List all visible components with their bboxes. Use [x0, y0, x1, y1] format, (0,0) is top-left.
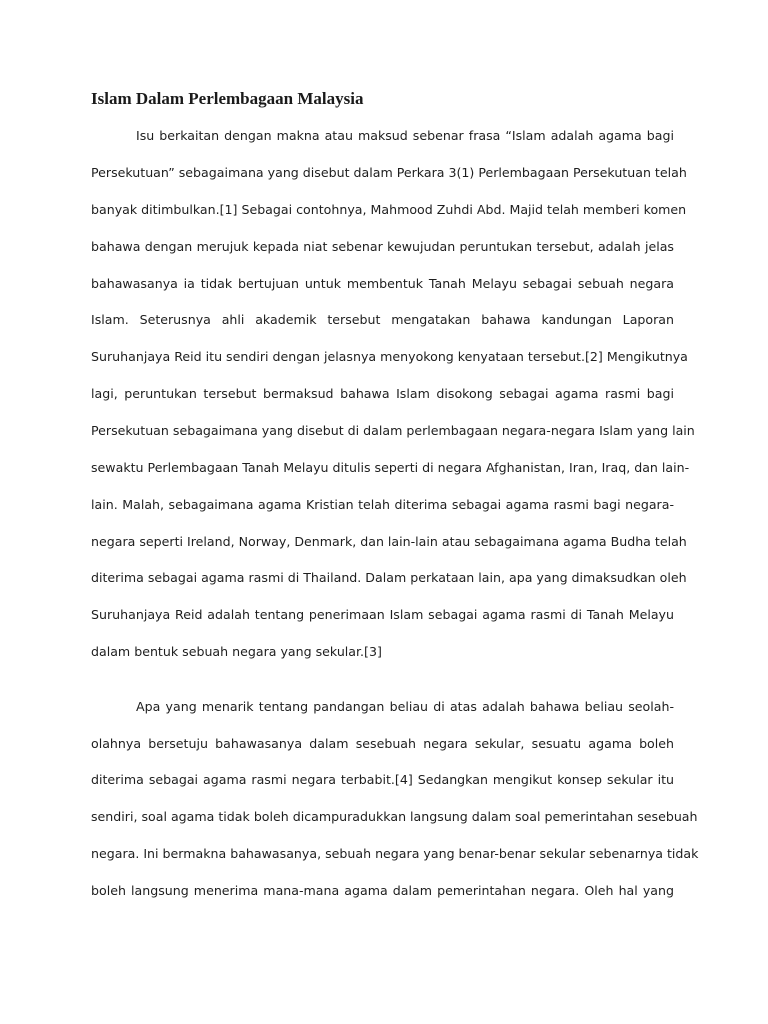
document-title: Islam Dalam Perlembagaan Malaysia: [91, 89, 364, 108]
paragraph-line: lagi, peruntukan tersebut bermaksud bahawa Islam disokong sebagai agama rasmi bagi: [91, 386, 674, 401]
paragraph-line: Suruhanjaya Reid itu sendiri dengan jelasnya menyokong kenyataan tersebut.[2] Mengikutnya: [91, 349, 688, 364]
paragraph-line: Persekutuan sebagaimana yang disebut di dalam perlembagaan negara-negara Islam yang lain: [91, 423, 695, 438]
paragraph-line: negara. Ini bermakna bahawasanya, sebuah negara yang benar-benar sekular sebenarnya tidak: [91, 846, 699, 861]
paragraph-line: lain. Malah, sebagaimana agama Kristian telah diterima sebagai agama rasmi bagi negara-: [91, 497, 674, 512]
paragraph-line: banyak ditimbulkan.[1] Sebagai contohnya, Mahmood Zuhdi Abd. Majid telah memberi komen: [91, 202, 687, 217]
paragraph-line: Persekutuan” sebagaimana yang disebut dalam Perkara 3(1) Perlembagaan Persekutuan telah: [91, 165, 687, 180]
paragraph-line: Isu berkaitan dengan makna atau maksud sebenar frasa “Islam adalah agama bagi: [136, 128, 674, 143]
paragraph-line: dalam bentuk sebuah negara yang sekular.[3]: [91, 644, 382, 659]
paragraph-line: boleh langsung menerima mana-mana agama dalam pemerintahan negara. Oleh hal yang: [91, 883, 674, 898]
paragraph-line: sendiri, soal agama tidak boleh dicampuradukkan langsung dalam soal pemerintahan sesebuah: [91, 809, 698, 824]
paragraph-line: sewaktu Perlembagaan Tanah Melayu ditulis seperti di negara Afghanistan, Iran, Iraq, dan lain-: [91, 460, 690, 475]
paragraph-line: Suruhanjaya Reid adalah tentang penerimaan Islam sebagai agama rasmi di Tanah Melayu: [91, 607, 674, 622]
paragraph-line: bahawasanya ia tidak bertujuan untuk membentuk Tanah Melayu sebagai sebuah negara: [91, 276, 674, 291]
paragraph-line: diterima sebagai agama rasmi negara terbabit.[4] Sedangkan mengikut konsep sekular itu: [91, 772, 674, 787]
paragraph-line: negara seperti Ireland, Norway, Denmark, dan lain-lain atau sebagaimana agama Budha telah: [91, 534, 687, 549]
paragraph-line: bahawa dengan merujuk kepada niat sebenar kewujudan peruntukan tersebut, adalah jelas: [91, 239, 674, 254]
paragraph-line: Apa yang menarik tentang pandangan beliau di atas adalah bahawa beliau seolah-: [136, 699, 674, 714]
paragraph-line: Islam. Seterusnya ahli akademik tersebut mengatakan bahawa kandungan Laporan: [91, 312, 674, 327]
paragraph-line: olahnya bersetuju bahawasanya dalam sesebuah negara sekular, sesuatu agama boleh: [91, 736, 674, 751]
paragraph-line: diterima sebagai agama rasmi di Thailand. Dalam perkataan lain, apa yang dimaksudkan oleh: [91, 570, 687, 585]
